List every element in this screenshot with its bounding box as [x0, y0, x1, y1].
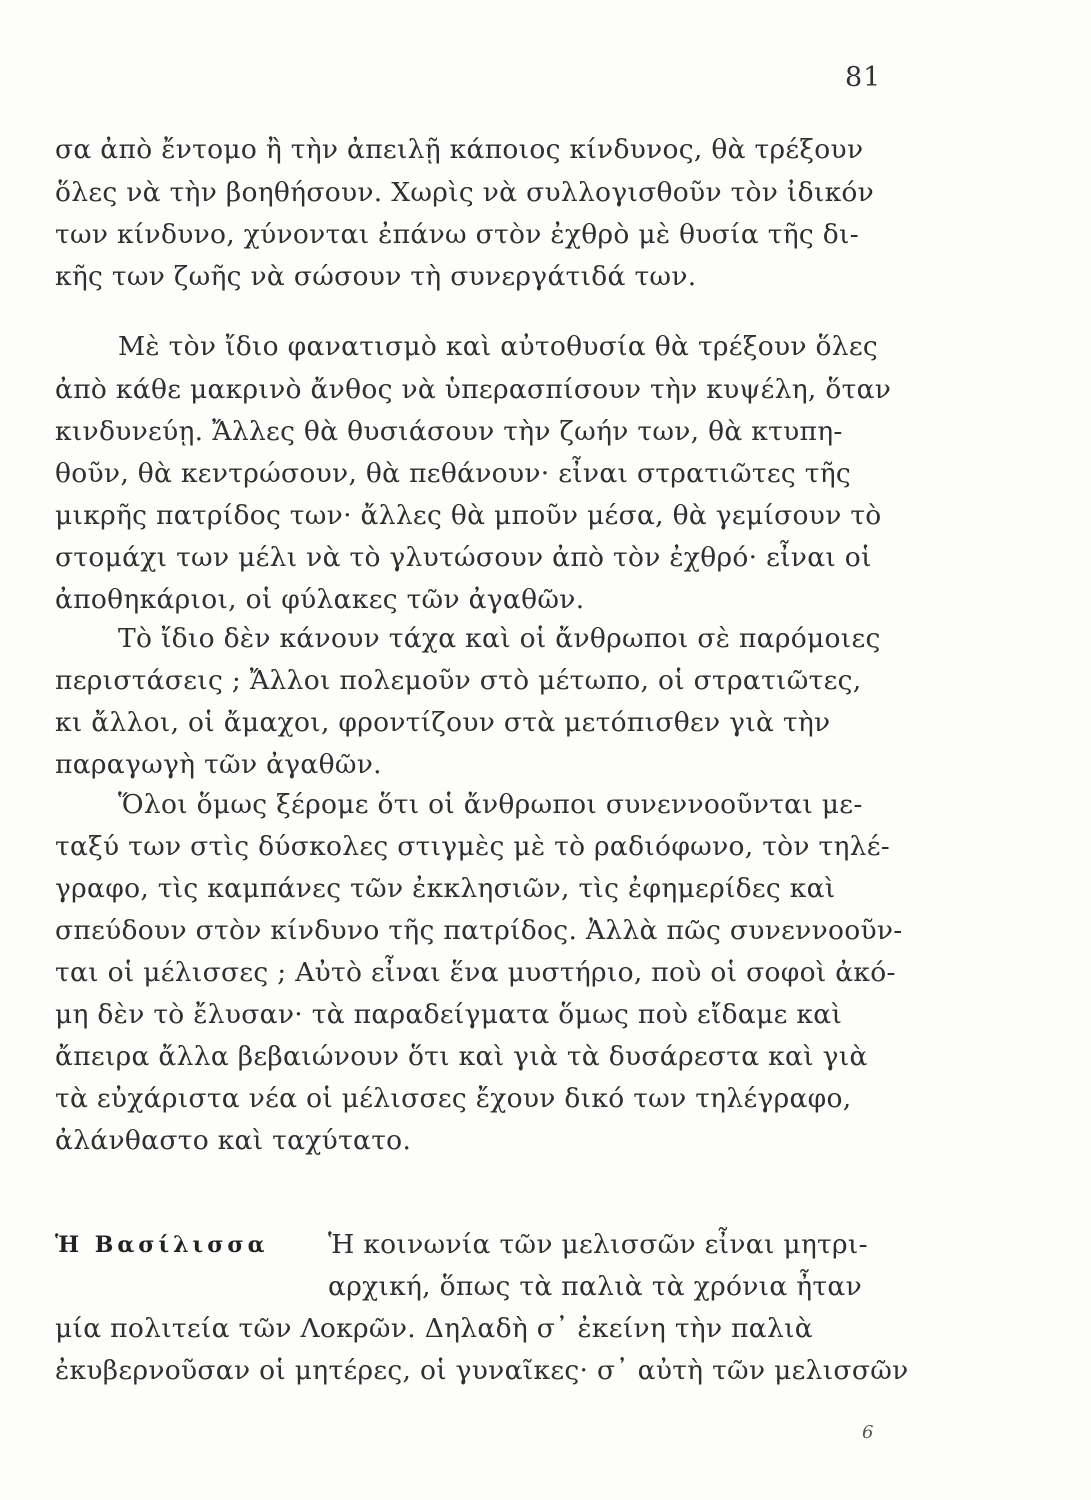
text-line: ἐκυβερνοῦσαν οἱ μητέρες, οἱ γυναῖκες· σ᾽ αὐτὴ τῶν μελισσῶν [55, 1355, 909, 1386]
text-line: Μὲ τὸν ἴδιο φανατισμὸ καὶ αὐτοθυσία θὰ τρέξουν ὅλες [118, 331, 879, 362]
section-side-heading: Ἡ Βασίλισσα [55, 1232, 269, 1258]
text-line: μη δὲν τὸ ἔλυσαν· τὰ παραδείγματα ὅμως ποὺ εἴδαμε καὶ [55, 999, 843, 1030]
text-line: αρχική, ὅπως τὰ παλιὰ τὰ χρόνια ἦταν [328, 1271, 862, 1302]
text-line: ἀλάνθαστο καὶ ταχύτατο. [55, 1125, 412, 1156]
text-line: των κίνδυνο, χύνονται ἐπάνω στὸν ἐχθρὸ μὲ θυσία τῆς δι- [55, 219, 859, 250]
text-line: Ὅλοι ὅμως ξέρομε ὅτι οἱ ἄνθρωποι συνεννοοῦνται με- [118, 789, 863, 820]
page-number: 81 [845, 62, 882, 93]
text-line: σπεύδουν στὸν κίνδυνο τῆς πατρίδος. Ἀλλὰ πῶς συνεννοοῦν- [55, 915, 903, 946]
text-line: τὰ εὐχάριστα νέα οἱ μέλισσες ἔχουν δικό των τηλέγραφο, [55, 1083, 852, 1114]
text-line: θοῦν, θὰ κεντρώσουν, θὰ πεθάνουν· εἶναι στρατιῶτες τῆς [55, 458, 852, 489]
text-line: ταξύ των στὶς δύσκολες στιγμὲς μὲ τὸ ραδιόφωνο, τὸν τηλέ- [55, 831, 891, 862]
text-line: ἀποθηκάριοι, οἱ φύλακες τῶν ἀγαθῶν. [55, 584, 585, 615]
text-line: κῆς των ζωῆς νὰ σώσουν τὴ συνεργάτιδά των. [55, 261, 697, 292]
text-line: στομάχι των μέλι νὰ τὸ γλυτώσουν ἀπὸ τὸν ἐχθρό· εἶναι οἱ [55, 542, 872, 573]
text-line: ἀπὸ κάθε μακρινὸ ἄνθος νὰ ὑπερασπίσουν τὴν κυψέλη, ὅταν [55, 374, 892, 405]
text-line: μία πολιτεία τῶν Λοκρῶν. Δηλαδὴ σ᾽ ἐκείνη τὴν παλιὰ [55, 1313, 813, 1344]
text-line: παραγωγὴ τῶν ἀγαθῶν. [55, 749, 382, 780]
text-line: γραφο, τὶς καμπάνες τῶν ἐκκλησιῶν, τὶς ἐφημερίδες καὶ [55, 873, 836, 904]
text-line: κινδυνεύῃ. Ἄλλες θὰ θυσιάσουν τὴν ζωήν των, θὰ κτυπη- [55, 416, 843, 447]
text-line: ται οἱ μέλισσες ; Αὐτὸ εἶναι ἕνα μυστήριο, ποὺ οἱ σοφοὶ ἀκό- [55, 957, 896, 988]
text-line: Τὸ ἴδιο δὲν κάνουν τάχα καὶ οἱ ἄνθρωποι σὲ παρόμοιες [118, 623, 881, 654]
text-line: Ἡ κοινωνία τῶν μελισσῶν εἶναι μητρι- [328, 1229, 868, 1260]
text-line: περιστάσεις ; Ἄλλοι πολεμοῦν στὸ μέτωπο, οἱ στρατιῶτες, [55, 665, 862, 696]
text-line: ὅλες νὰ τὴν βοηθήσουν. Χωρὶς νὰ συλλογισθοῦν τὸν ἰδικόν [55, 177, 875, 208]
text-line: μικρῆς πατρίδος των· ἄλλες θὰ μποῦν μέσα, θὰ γεμίσουν τὸ [55, 500, 882, 531]
text-line: ἄπειρα ἄλλα βεβαιώνουν ὅτι καὶ γιὰ τὰ δυσάρεστα καὶ γιὰ [55, 1041, 868, 1072]
printer-signature-mark: 6 [862, 1422, 874, 1443]
text-line: σα ἀπὸ ἔντομο ἢ τὴν ἀπειλῇ κάποιος κίνδυνος, θὰ τρέξουν [55, 134, 864, 165]
text-line: κι ἄλλοι, οἱ ἄμαχοι, φροντίζουν στὰ μετόπισθεν γιὰ τὴν [55, 707, 831, 738]
